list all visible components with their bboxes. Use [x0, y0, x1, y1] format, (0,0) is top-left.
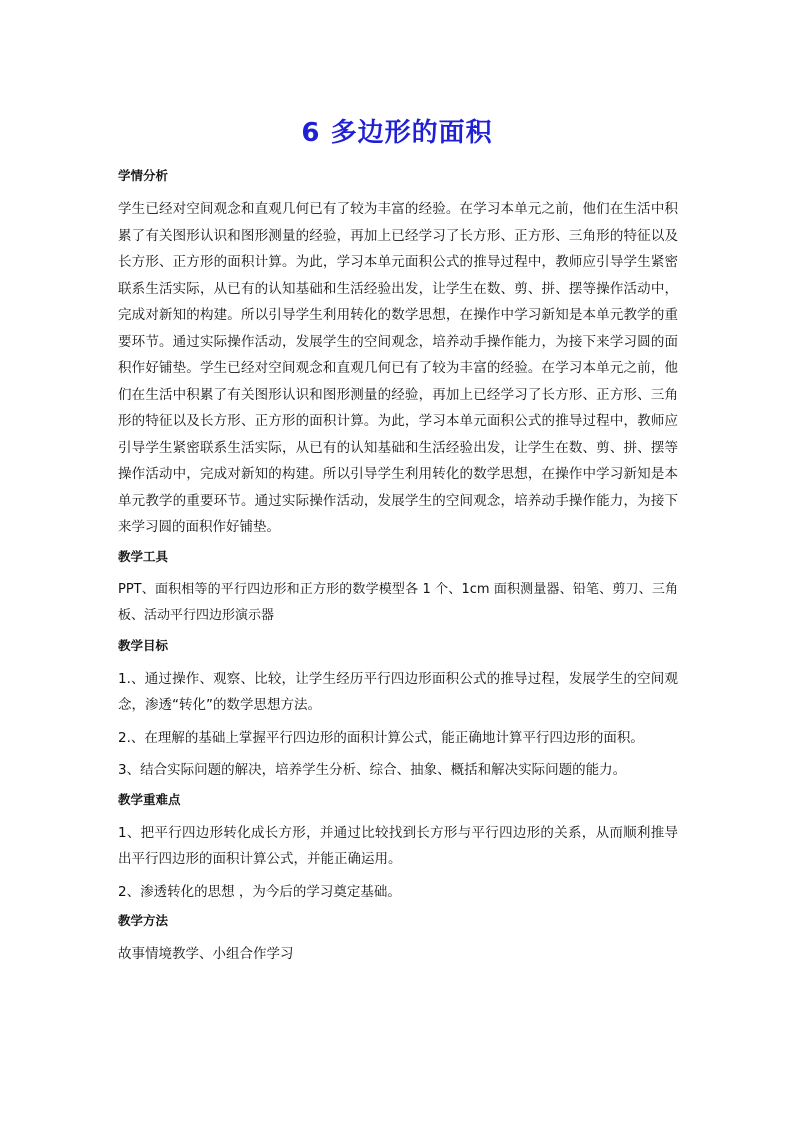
document-title: 6 多边形的面积 [301, 118, 493, 148]
section-methods [118, 911, 678, 968]
goal-item: 3、结合实际问题的解决，培养学生分析、综合、抽象、概括和解决实际问题的能力。 [118, 762, 627, 778]
key-point-item: 1、把平行四边形转化成长方形，并通过比较找到长方形与平行四边形的关系，从而顺利推导出平行四边形的面积计算公式，并能正确运用。 [118, 824, 678, 867]
section-heading-analysis: 学情分析 [118, 168, 169, 183]
goal-item: 1.、通过操作、观察、比较，让学生经历平行四边形面积公式的推导过程，发展学生的空间观念，渗透“转化”的数学思想方法。 [118, 670, 678, 713]
section-heading-goals: 教学目标 [118, 637, 169, 653]
section-heading-methods: 教学方法 [118, 913, 169, 928]
section-heading-tools: 教学工具 [118, 548, 169, 564]
key-point-item: 2、渗透转化的思想 ，为今后的学习奠定基础。 [118, 883, 401, 900]
tools-paragraph: PPT、面积相等的平行四边形和正方形的数学模型各 1 个、1cm 面积测量器、铅笔、剪刀、三角板、活动平行四边形演示器 [118, 581, 678, 623]
section-goals [118, 636, 678, 784]
section-tools [118, 547, 678, 630]
section-analysis [118, 166, 678, 541]
section-heading-key-points: 教学重难点 [118, 791, 181, 807]
section-key-points [118, 790, 678, 906]
goal-item: 2.、在理解的基础上掌握平行四边形的面积计算公式，能正确地计算平行四边形的面积。 [118, 729, 644, 746]
methods-paragraph: 故事情境教学、小组合作学习 [118, 946, 294, 962]
document-body [118, 166, 678, 974]
analysis-paragraph: 学生已经对空间观念和直观几何已有了较为丰富的经验。在学习本单元之前，他们在生活中积累了有关图形认识和图形测量的经验，再加上已经学习了长方形、正方形、三角形的特征以及长方形、正方形的面积计算。为此，学习本单元面积公式的推导过程中，教师应引导学生紧密联系生活实际，从已有的认知基础和生活经验出发，让学生在数、剪、拼、摆等操作活动中，完成对新知的构建。所以引导学生利用转化的数学思想，在操作中学习新知是本单元教学的重要环节。通过实际操作活动，发展学生的空间观念，培养动手操作能力，为接下来学习圆的面积作好铺垫。学生已经对空间观念和直观几何已有了较为丰富的经验。在学习本单元之前，他们在生活中积累了有关图形认识和图形测量的经验，再加上已经学习了长方形、正方形、三角形的特征以及长方形、正方形的面积计算。为此，学习本单元面积公式的推导过程中，教师应引导学生紧密联系生活实际，从已有的认知基础和生活经验出发，让学生在数、剪、拼、摆等操作活动中，完成对新知的构建。所以引导学生利用转化的数学思想，在操作中学习新知是本单元教学的重要环节。通过实际操作活动，发展学生的空间观念，培养动手操作能力，为接下来学习圆的面积作好铺垫。 [118, 201, 678, 535]
